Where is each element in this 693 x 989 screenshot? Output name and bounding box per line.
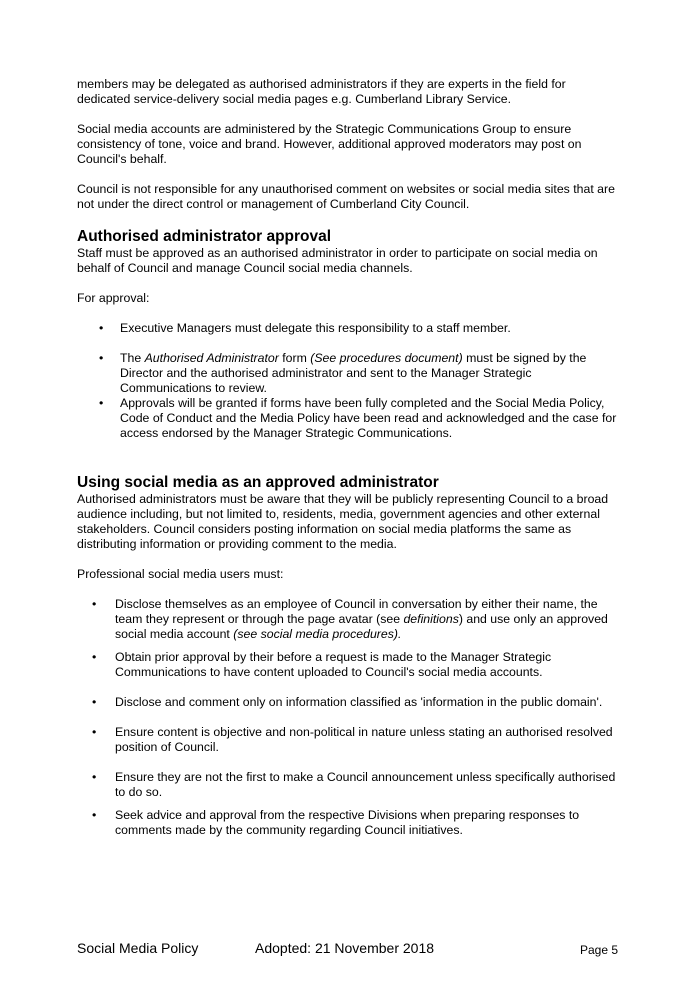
approval-lead: For approval:	[77, 291, 150, 305]
section-heading-usage: Using social media as an approved administrator	[77, 474, 439, 491]
page-content	[77, 77, 622, 838]
intro-paragraph-1: members may be delegated as authorised administrators if they are experts in the field for dedicated service-delivery social media pages e.g. Cumberland Library Service.	[77, 77, 566, 106]
footer-adopted-date: Adopted: 21 November 2018	[255, 940, 435, 956]
approval-list	[77, 321, 622, 441]
list-item: • Obtain prior approval by their before a request is made to the Manager Strategic Communications to have content uploaded to Council's social media accounts.	[77, 650, 622, 680]
list-item: • Ensure content is objective and non-political in nature unless stating an authorised resolved position of Council.	[77, 725, 622, 755]
list-item: • Disclose and comment only on information classified as 'information in the public domain'.	[77, 695, 622, 710]
usage-lead: Professional social media users must:	[77, 567, 284, 581]
footer-page-number: Page 5	[580, 943, 619, 957]
list-item: • Executive Managers must delegate this responsibility to a staff member.	[77, 321, 622, 336]
intro-paragraph-3: Council is not responsible for any unauthorised comment on websites or social media sites that are not under the direct control or management of Cumberland City Council.	[77, 182, 615, 211]
footer-title: Social Media Policy	[77, 940, 199, 956]
page-footer	[77, 940, 622, 960]
list-item: • Seek advice and approval from the respective Divisions when preparing responses to comments made by the community regarding Council initiatives.	[77, 808, 622, 838]
approval-paragraph: Staff must be approved as an authorised administrator in order to participate on social media on behalf of Council and manage Council social media channels.	[77, 246, 598, 275]
intro-paragraph-2: Social media accounts are administered by the Strategic Communications Group to ensure consistency of tone, voice and brand. However, additional approved moderators may post on Council's behalf.	[77, 122, 582, 166]
list-item: • Disclose themselves as an employee of Council in conversation by either their name, the team they represent or through the page avatar (see definitions) and use only an approved social media account (see social media procedures).	[77, 597, 622, 642]
usage-list	[77, 597, 622, 838]
list-item: • Approvals will be granted if forms have been fully completed and the Social Media Policy, Code of Conduct and the Media Policy have been read and acknowledged and the case for access endorsed by the Manager Strategic Communications.	[77, 396, 622, 441]
usage-paragraph: Authorised administrators must be aware that they will be publicly representing Council to a broad audience including, but not limited to, residents, media, government agencies and other external stakeholders. Council considers posting information on social media platforms the same as distributing information or providing comment to the media.	[77, 492, 609, 551]
section-heading-approval: Authorised administrator approval	[77, 228, 332, 245]
list-item: • The Authorised Administrator form (See procedures document) must be signed by the Director and the authorised administrator and sent to the Manager Strategic Communications to review.	[77, 351, 622, 396]
list-item: • Ensure they are not the first to make a Council announcement unless specifically authorised to do so.	[77, 770, 622, 800]
